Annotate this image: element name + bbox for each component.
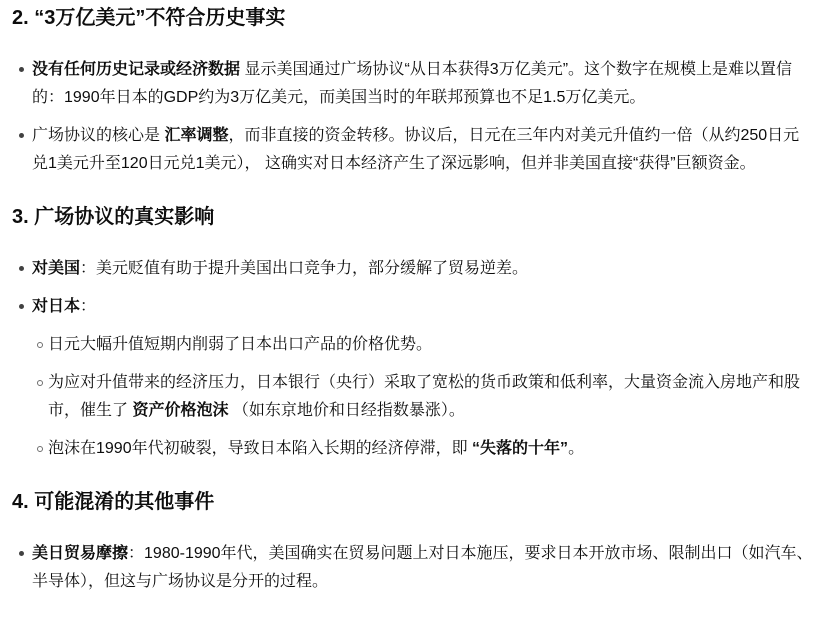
list-item [32,293,815,463]
text-run-bold: 资产价格泡沫 [132,402,229,419]
sub-list-item [48,435,815,463]
nested-bullet-list [32,331,815,463]
list-item [32,122,815,178]
bullet-dot-icon [19,133,24,138]
text-run: ，而非直接的资金转移。协议后，日元在三年内对美元升值约一倍（从约250日元兑1美元升至120日元兑1美元）， 这确实对日本经济产生了深远影响，但并非美国直接“获得”巨额资金。 [32,127,800,172]
text-run-bold: 汇率调整 [164,127,229,144]
text-run: ：美元贬值有助于提升美国出口竞争力，部分缓解了贸易逆差。 [80,260,529,277]
section-heading: 3. 广场协议的真实影响 [12,206,215,228]
bullet-circle-icon [37,380,43,386]
text-run: 泡沫在1990年代初破裂，导致日本陷入长期的经济停滞，即 [48,440,473,457]
text-run-bold: 对日本 [32,298,81,315]
text-run: 。 [568,440,585,457]
bullet-list [12,255,815,463]
section-3-trillion-claim [12,4,815,178]
bullet-circle-icon [37,342,43,348]
list-item [32,540,815,596]
sub-list-item [48,331,815,359]
section-heading: 2. “3万亿美元”不符合历史事实 [12,7,286,29]
bullet-circle-icon [37,446,43,452]
bullet-dot-icon [19,67,24,72]
text-run-bold: 没有任何历史记录或经济数据 [32,61,241,78]
bullet-dot-icon [19,266,24,271]
text-run: ：1980-1990年代，美国确实在贸易问题上对日本施压，要求日本开放市场、限制出口（如汽车、半导体），但这与广场协议是分开的过程。 [32,545,813,590]
text-run: ： [80,298,97,315]
text-run: 显示美国通过广场协议“从日本获得3万亿美元”。这个数字在规模上是难以置信的：1990年日本的GDP约为3万亿美元，而美国当时的年联邦预算也不足1.5万亿美元。 [32,61,793,106]
bullet-list [12,540,815,596]
list-item [32,255,815,283]
bullet-dot-icon [19,551,24,556]
list-item [32,56,815,112]
text-run-bold: 对美国 [32,260,81,277]
sub-list-item [48,369,815,425]
bullet-list [12,56,815,178]
text-run: 为应对升值带来的经济压力，日本银行（央行）采取了宽松的货币政策和低利率，大量资金流入房地产和股市，催生了 [48,374,801,419]
section-other-events [12,488,815,596]
section-real-impact [12,203,815,463]
text-run: 广场协议的核心是 [32,127,165,144]
text-run-bold: “失落的十年” [472,440,569,457]
bullet-dot-icon [19,304,24,309]
text-run-bold: 美日贸易摩擦 [32,545,129,562]
text-run: （如东京地价和日经指数暴涨）。 [228,402,465,419]
text-run: 日元大幅升值短期内削弱了日本出口产品的价格优势。 [48,336,433,353]
section-heading: 4. 可能混淆的其他事件 [12,491,215,513]
